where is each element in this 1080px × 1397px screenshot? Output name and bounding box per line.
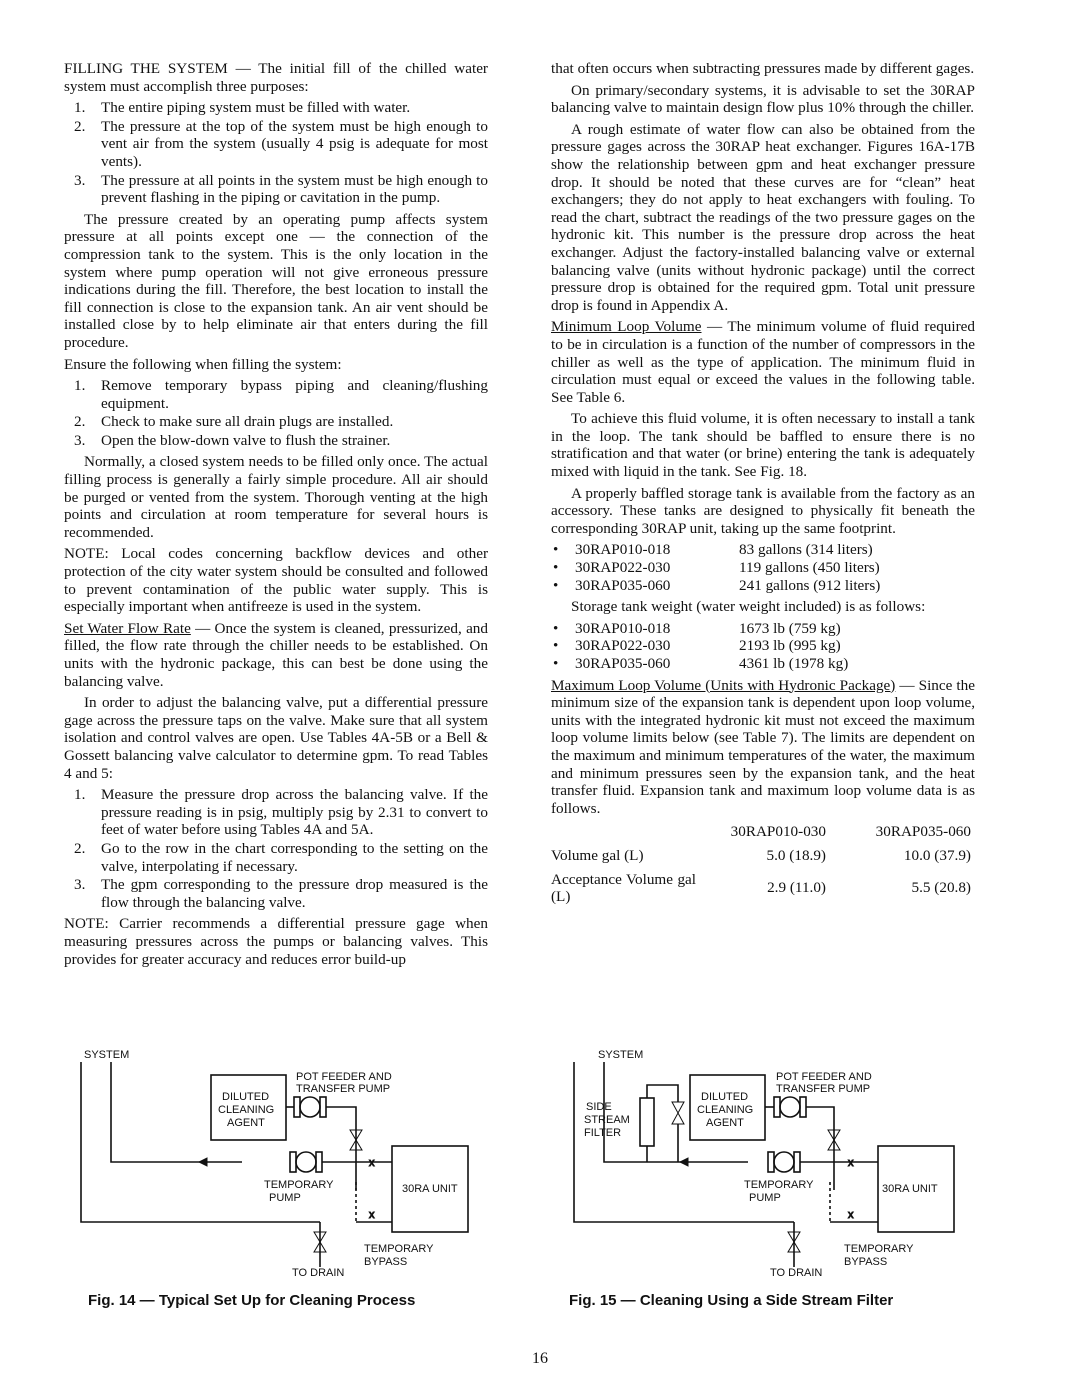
list-item: 1. Measure the pressure drop across the balancing valve. If the pressure reading is in psig, multiply psig by 2.31 to convert to feet of water before using Tables 4A and 5A. [74, 786, 488, 839]
table-reading-list [64, 786, 488, 911]
temporary-bypass-label: TEMPORARY [364, 1243, 434, 1255]
list-item: • 30RAP035-060 4361 lb (1978 kg) [553, 655, 849, 672]
temporary-pump-label: TEMPORARY [744, 1179, 814, 1191]
system-label: SYSTEM [84, 1049, 130, 1061]
list-item: 2. Go to the row in the chart corresponding to the setting on the valve, interpolating if necessary. [74, 839, 488, 875]
unit-label: 30RA UNIT [402, 1183, 458, 1195]
bypass-label: BYPASS [364, 1256, 408, 1268]
figure-15-diagram [568, 1042, 996, 1282]
body-paragraph: On primary/secondary systems, it is advisable to set the 30RAP balancing valve to maintain design flow plus 10% through the chiller. [551, 81, 975, 117]
min-loop-paragraph: Minimum Loop Volume — The minimum volume of fluid required to be in circulation is a function of the number of compressors in the chiller as well as the type of application. The minimum fluid in circulation must equal or exceed the values in the following table. See Table 6. [551, 318, 975, 406]
body-paragraph: The pressure created by an operating pump affects system pressure at all points except one — the connection of the compression tank to the system. This is the only location in the system where pump operation will not give erroneous pressure indications during the fill. Therefore, the best location to install the fill connection is close to the expansion tank. An air vent should be installed close by to help eliminate air that enters during the fill procedure. [64, 210, 488, 351]
side-label: SIDE [586, 1101, 612, 1113]
body-paragraph: To achieve this fluid volume, it is often necessary to install a tank in the loop. The tank should be baffled to ensure there is no stratification and that water (or brine) entering the tank is adequately mixed with liquid in the tank. See Fig. 18. [551, 410, 975, 481]
list-item: • 30RAP022-030 119 gallons (450 liters) [553, 559, 880, 577]
transfer-pump-label: TRANSFER PUMP [296, 1083, 391, 1095]
list-item: 2. Check to make sure all drain plugs are installed. [74, 413, 394, 431]
figure-15-caption: Fig. 15 — Cleaning Using a Side Stream Filter [569, 1292, 894, 1309]
body-paragraph: A rough estimate of water flow can also be obtained from the pressure gages across the 30RAP heat exchanger. Figures 16A-17B show the relationship between gpm and heat exchanger pressure drop. It should be noted that these curves are for “clean” heat exchangers; they do not apply to heat exchangers with fouling. To read the chart, subtract the readings of the two pressure gages on the hydronic kit. This number is the pressure drop across the heat exchanger. Adjust the factory-installed balancing valve or external balancing valve (units without hydronic package) until the correct pressure drop is obtained for the required gpm. Total unit pressure drop is found in Appendix A. [551, 120, 975, 314]
min-loop-heading: Minimum Loop Volume [551, 318, 702, 336]
cleaning-label: CLEANING [697, 1104, 754, 1116]
list-item: 2. The pressure at the top of the system must be high enough to vent air from the system (usually 4 psig is adequate for most vents). [74, 117, 488, 170]
table-row: Acceptance Volume gal (L) 2.9 (11.0) 5.5 (20.8) [551, 870, 971, 906]
pot-feeder-label: POT FEEDER AND [296, 1071, 392, 1083]
agent-label: AGENT [227, 1117, 265, 1129]
tank-capacity-list [551, 541, 975, 594]
svg-text:x: x [848, 1209, 854, 1221]
flow-rate-paragraph: Set Water Flow Rate — Once the system is cleaned, pressurized, and filled, the flow rate through the chiller needs to be established. On units with the hydronic package, this can best be done using the balancing valve. [64, 619, 488, 690]
pump-label: PUMP [749, 1192, 781, 1204]
stream-label: STREAM [584, 1114, 630, 1126]
max-loop-heading: Maximum Loop Volume (Units with Hydronic Package) [551, 676, 896, 694]
body-paragraph: A properly baffled storage tank is available from the factory as an accessory. These tanks are designed to physically fit beneath the corresponding 30RAP unit, taking up the same footprint. [551, 484, 975, 537]
body-paragraph: Storage tank weight (water weight included) is as follows: [571, 598, 926, 616]
left-column [64, 60, 488, 972]
page-number: 16 [532, 1350, 548, 1367]
right-column [551, 60, 975, 910]
table-row: Volume gal (L) 5.0 (18.9) 10.0 (37.9) [551, 846, 971, 864]
filling-system-heading: FILLING THE SYSTEM [64, 60, 228, 77]
list-item: • 30RAP010-018 83 gallons (314 liters) [553, 541, 873, 559]
cleaning-setup-diagram [62, 1042, 490, 1282]
expansion-tank-table [551, 821, 971, 909]
list-item: 3. The gpm corresponding to the pressure drop measured is the flow through the balancing valve. [74, 876, 488, 911]
filter-label: FILTER [584, 1127, 622, 1139]
fill-checklist [64, 377, 488, 449]
svg-text:x: x [848, 1157, 854, 1169]
list-item: • 30RAP035-060 241 gallons (912 liters) [553, 576, 881, 594]
body-paragraph: that often occurs when subtracting pressures made by different gages. [551, 60, 975, 77]
to-drain-label: TO DRAIN [770, 1267, 823, 1279]
body-paragraph: Normally, a closed system needs to be filled only once. The actual filling process is generally a fairly simple procedure. All air should be purged or vented from the system. Thorough venting at the high points and circulation at room temperature for several hours is recommended. [64, 453, 488, 541]
list-item: • 30RAP010-018 1673 lb (759 kg) [553, 619, 841, 637]
to-drain-label: TO DRAIN [292, 1267, 345, 1279]
svg-text:x: x [369, 1157, 375, 1169]
temporary-bypass-label: TEMPORARY [844, 1243, 914, 1255]
agent-label: AGENT [706, 1117, 744, 1129]
figure-14-caption: Fig. 14 — Typical Set Up for Cleaning Process [88, 1292, 416, 1309]
cleaning-label: CLEANING [218, 1104, 275, 1116]
system-label: SYSTEM [598, 1049, 644, 1061]
body-paragraph: In order to adjust the balancing valve, put a differential pressure gage across the pressure taps on the valve. Make sure that all system isolation and control valves are open. Use Tables 4A-5B or a Bell & Gossett balancing valve calculator to determine gpm. To read Tables 4 and 5: [64, 694, 488, 782]
bypass-label: BYPASS [844, 1256, 888, 1268]
diluted-label: DILUTED [222, 1091, 270, 1103]
list-item: 3. Open the blow-down valve to flush the strainer. [74, 431, 391, 449]
fill-purposes-list [64, 99, 488, 207]
note-paragraph: NOTE: Carrier recommends a differential pressure gage when measuring pressures across the pumps or balancing valves. This provides for greater accuracy and reduces error build-up [64, 915, 488, 968]
max-loop-paragraph: Maximum Loop Volume (Units with Hydronic Package) — Since the minimum size of the expansion tank is dependent upon loop volume, units with the integrated hydronic kit must not exceed the maximum loop volume limits below (see Table 7). The limits are dependent on the maximum and minimum temperatures of the water, the maximum and minimum pressures seen by the expansion tank, and the heat transfer fluid. Expansion tank and maximum loop volume data is as follows. [551, 676, 975, 817]
list-item: 1. Remove temporary bypass piping and cleaning/flushing equipment. [74, 377, 488, 412]
pump-label: PUMP [269, 1192, 301, 1204]
filling-system-paragraph: FILLING THE SYSTEM — The initial fill of the chilled water system must accomplish three purposes: [64, 60, 488, 95]
svg-text:x: x [369, 1209, 375, 1221]
body-paragraph: Ensure the following when filling the system: [64, 355, 342, 373]
side-stream-diagram [568, 1042, 996, 1282]
flow-rate-heading: Set Water Flow Rate [64, 619, 191, 637]
list-item: 3. The pressure at all points in the system must be high enough to prevent flashing in the piping or cavitation in the pump. [74, 171, 488, 207]
note-paragraph: NOTE: Local codes concerning backflow devices and other protection of the city water system should be consulted and followed to prevent contamination of the public water supply. This is especially important when antifreeze is used in the system. [64, 545, 488, 616]
transfer-pump-label: TRANSFER PUMP [776, 1083, 871, 1095]
temporary-pump-label: TEMPORARY [264, 1179, 334, 1191]
pot-feeder-label: POT FEEDER AND [776, 1071, 872, 1083]
figure-14-diagram [62, 1042, 490, 1282]
unit-label: 30RA UNIT [882, 1183, 938, 1195]
table-header-row: 30RAP010-030 30RAP035-060 [730, 823, 971, 841]
tank-weight-list [551, 620, 975, 673]
diluted-label: DILUTED [701, 1091, 749, 1103]
list-item: 1. The entire piping system must be filled with water. [74, 99, 411, 117]
list-item: • 30RAP022-030 2193 lb (995 kg) [553, 637, 841, 655]
